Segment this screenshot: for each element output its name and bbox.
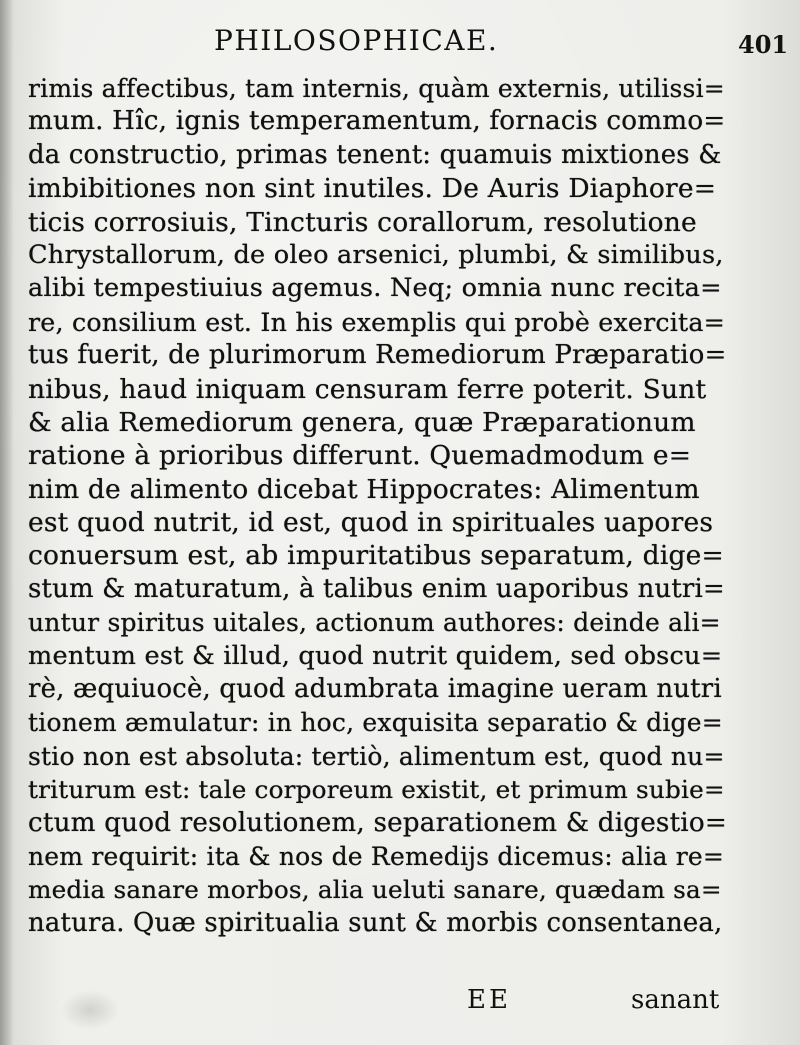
- page-number: 401: [738, 30, 789, 59]
- text-line: Chrystallorum, de oleo arsenici, plumbi, & similibus,: [28, 239, 724, 270]
- text-line: re, consilium est. In his exemplis qui probè exercita=: [28, 307, 726, 337]
- catchword: sanant: [631, 985, 720, 1015]
- text-line: nibus, haud iniquam censuram ferre poterit. Sunt: [28, 373, 707, 405]
- text-line: rimis affectibus, tam internis, quàm externis, utilissi=: [28, 74, 725, 103]
- page-footer: [0, 985, 800, 1025]
- text-line: da constructio, primas tenent: quamuis mixtiones &: [28, 139, 722, 170]
- text-line: conuersum est, ab impuritatibus separatum, dige=: [28, 540, 724, 572]
- text-line: rè, æquiuocè, quod adumbrata imagine ueram nutri: [28, 674, 722, 705]
- signature-mark: EE: [467, 985, 511, 1015]
- running-head: PHILOSOPHICAE.: [214, 24, 499, 57]
- text-line: & alia Remediorum genera, quæ Præparationum: [28, 406, 696, 438]
- text-line: tus fuerit, de plurimorum Remediorum Præparatio=: [28, 340, 727, 371]
- text-line: ctum quod resolutionem, separationem & digestio=: [28, 807, 727, 838]
- body-text: [28, 72, 728, 940]
- text-line: alibi tempestiuius agemus. Neq; omnia nunc recita=: [28, 273, 722, 304]
- text-line: natura. Quæ spiritualia sunt & morbis consentanea,: [28, 907, 723, 938]
- text-line: stum & maturatum, à talibus enim uaporibus nutri=: [28, 573, 725, 604]
- page-header: [0, 22, 800, 62]
- text-line: media sanare morbos, alia ueluti sanare, quædam sa=: [28, 875, 722, 905]
- text-line: ratione à prioribus differunt. Quemadmodum e=: [28, 440, 692, 472]
- text-line: imbibitiones non sint inutiles. De Auris Diaphore=: [28, 173, 717, 205]
- text-line: nem requirit: ita & nos de Remedijs dicemus: alia re=: [28, 841, 725, 871]
- text-line: stio non est absoluta: tertiò, alimentum est, quod nu=: [28, 741, 725, 771]
- text-line: mentum est & illud, quod nutrit quidem, sed obscu=: [28, 640, 723, 671]
- text-line: est quod nutrit, id est, quod in spirituales uapores: [28, 507, 714, 539]
- text-line: triturum est: tale corporeum existit, et primum subie=: [28, 775, 725, 805]
- text-line: untur spiritus uitales, actionum authores: deinde ali=: [28, 608, 721, 638]
- text-line: tionem æmulatur: in hoc, exquisita separatio & dige=: [28, 708, 723, 738]
- text-line: ticis corrosiuis, Tincturis corallorum, resolutione: [28, 206, 697, 238]
- page-gutter-shadow: [0, 0, 14, 1045]
- text-line: nim de alimento dicebat Hippocrates: Alimentum: [28, 473, 700, 505]
- text-line: mum. Hîc, ignis temperamentum, fornacis commo=: [28, 106, 726, 137]
